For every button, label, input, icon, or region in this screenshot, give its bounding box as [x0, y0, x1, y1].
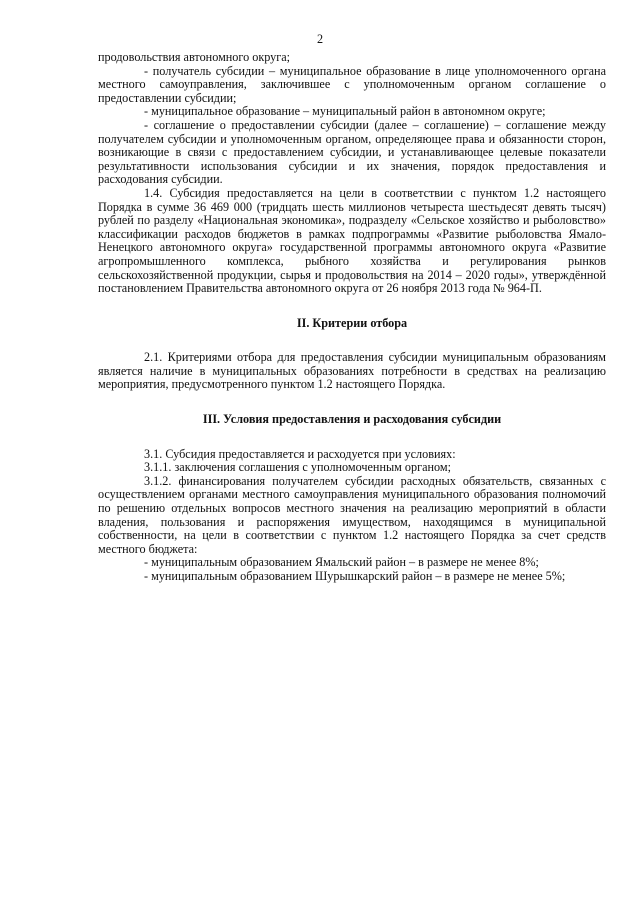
clause-3-1-2: 3.1.2. финансирования получателем субсидии расходных обязательств, связанных с осуществлением органами местного самоуправления муниципального образования полномочий по решению отдельных вопросов местного значения на реализацию мероприятий в области владения, пользования и распоряжения имуществом, находящимся в муниципальной собственности, на цели в соответствии с пунктом 1.2 настоящего Порядка за счет средств местного бюджета:: [98, 473, 606, 556]
clause-1-4: 1.4. Субсидия предоставляется на цели в соответствии с пунктом 1.2 настоящего Порядка в сумме 36 469 000 (тридцать шесть миллионов четыреста шестьдесят девять тысяч) рублей по разделу «Национальная экономика», подразделу «Сельское хозяйство и рыболовство» классификации расходов бюджетов в рамках подпрограммы «Развитие рыболовства Ямало-Ненецкого автономного округа» государственной программы автономного округа «Развитие агропромышленного комплекса, рыбного хозяйства и регулирования рынков сельскохозяйственной продукции, сырья и продовольствия на 2014 – 2020 годы», утверждённой постановлением Правительства автономного округа от 26 ноября 2013 года № 964-П.: [98, 185, 606, 296]
section-heading-3: III. Условия предоставления и расходования субсидии: [202, 412, 502, 427]
clause-3-1: 3.1. Субсидия предоставляется и расходуется при условиях:: [144, 446, 456, 461]
clause-2-1: 2.1. Критериями отбора для предоставления субсидии муниципальным образованиям является наличие в муниципальных образованиях потребности в средствах на реализацию мероприятия, предусмотренного пунктом 1.2 настоящего Порядка.: [98, 350, 606, 392]
definition-municipality: - муниципальное образование – муниципальный район в автономном округе;: [144, 104, 546, 119]
definition-agreement: - соглашение о предоставлении субсидии (далее – соглашение) – соглашение между получателем субсидии и уполномоченным органом, определяющее права и обязанности сторон, возникающие в связи с предоставлением субсидии, и устанавливающее целевые показатели результативности использования субсидии и их значения, порядок предоставления и расходования субсидии.: [98, 117, 606, 187]
definition-recipient: - получатель субсидии – муниципальное образование в лице уполномоченного органа местного самоуправления, заключившее с уполномоченным органом соглашение о предоставлении субсидии;: [98, 63, 606, 105]
paragraph-continuation: продовольствия автономного округа;: [98, 50, 291, 64]
page-number: 2: [316, 32, 324, 46]
list-item-yamal: - муниципальным образованием Ямальский район – в размере не менее 8%;: [144, 555, 539, 570]
list-item-shuryshkar: - муниципальным образованием Шурышкарский район – в размере не менее 5%;: [144, 569, 566, 583]
document-body: [98, 51, 606, 584]
clause-3-1-1: 3.1.1. заключения соглашения с уполномоченным органом;: [144, 460, 452, 475]
section-heading-2: II. Критерии отбора: [296, 315, 408, 330]
